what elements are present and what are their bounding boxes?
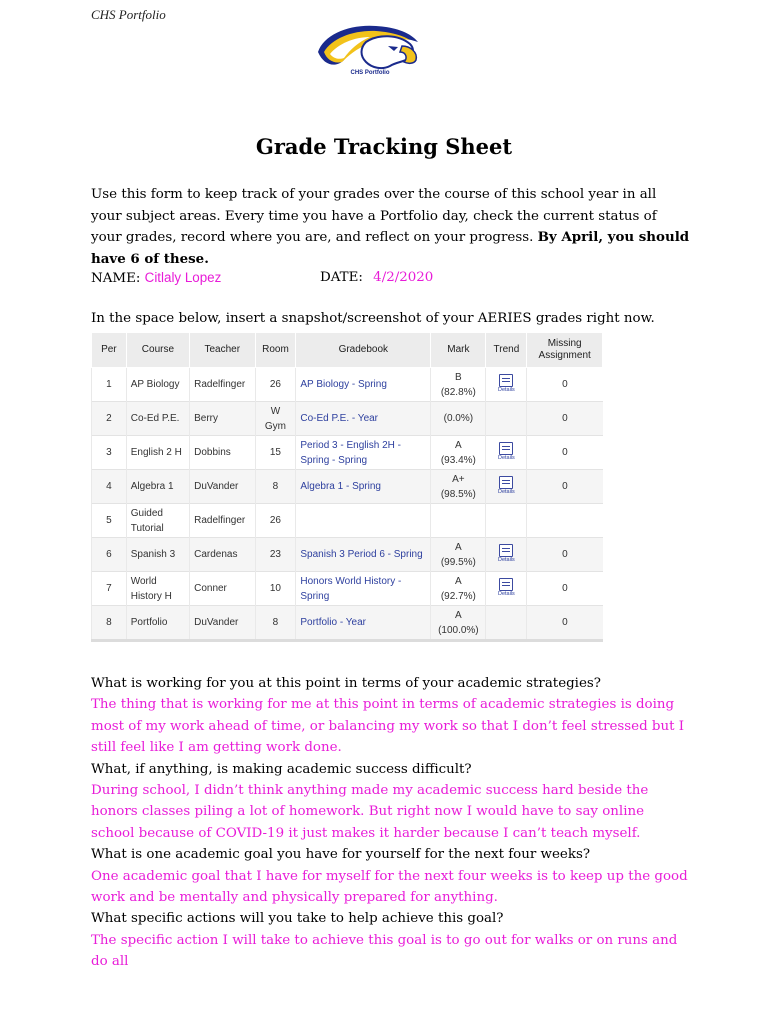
gradebook-link[interactable]: Portfolio - Year [300,617,366,628]
per-cell: 1 [92,368,127,402]
mark-cell [431,402,486,436]
mark-percent: (98.5%) [440,488,476,500]
table-header-cell: Trend [486,333,527,368]
date-row [320,270,433,285]
name-row [91,270,221,286]
mark-cell [431,572,486,606]
header-label: CHS Portfolio [91,7,166,22]
missing-cell: 0 [527,538,603,572]
intro-paragraph [91,184,691,270]
course-cell: English 2 H [126,436,189,470]
teacher-cell: Conner [190,572,255,606]
table-row [92,572,603,606]
trend-details-label: Details [497,590,515,597]
trend-cell [486,504,527,538]
per-cell: 5 [92,504,127,538]
room-cell: 26 [255,504,296,538]
gradebook-cell[interactable] [296,402,431,436]
missing-cell: 0 [527,368,603,402]
teacher-cell: DuVander [190,606,255,641]
reflection-answer: The specific action I will take to achieve this goal is to go out for walks or on runs and do all [91,932,678,970]
room-cell: 8 [255,470,296,504]
table-row [92,504,603,538]
missing-cell: 0 [527,470,603,504]
table-header-cell: Mark [431,333,486,368]
teacher-cell: Berry [190,402,255,436]
reflection-question: What, if anything, is making academic success difficult? [91,761,472,777]
intro-text: Use this form to keep track of your grades over the course of this school year in all your subject areas. Every time you have a Portfolio day, check the current status of your grades, record where you are, and reflect on your progress. [91,187,657,245]
trend-cell [486,436,527,470]
gradebook-cell[interactable] [296,538,431,572]
page-title: Grade Tracking Sheet [255,134,513,159]
trend-cell [486,606,527,641]
mark-letter: A [455,609,462,621]
course-cell: Guided Tutorial [126,504,189,538]
name-value: Citlaly Lopez [144,270,222,285]
details-icon [499,374,513,387]
teacher-cell: Cardenas [190,538,255,572]
room-cell: 23 [255,538,296,572]
table-header-cell: Gradebook [296,333,431,368]
gradebook-link[interactable]: Period 3 - English 2H - Spring - Spring [300,439,401,466]
date-label: DATE: [320,270,363,285]
table-row [92,606,603,641]
missing-cell: 0 [527,572,603,606]
gradebook-cell[interactable] [296,606,431,641]
date-value: 4/2/2020 [373,270,434,285]
table-row [92,538,603,572]
details-icon [499,578,513,591]
gradebook-cell[interactable] [296,504,431,538]
course-cell: Portfolio [126,606,189,641]
gradebook-cell[interactable] [296,572,431,606]
room-cell: 8 [255,606,296,641]
reflection-answer: One academic goal that I have for myself for the next four weeks is to keep up the good work and be mentally and physically prepared for anything. [91,868,688,906]
per-cell: 4 [92,470,127,504]
trend-details-button[interactable] [498,578,515,598]
trend-details-label: Details [497,556,515,563]
per-cell: 6 [92,538,127,572]
teacher-cell: Dobbins [190,436,255,470]
room-cell: 10 [255,572,296,606]
mark-percent: (100.0%) [438,624,479,636]
gradebook-cell[interactable] [296,368,431,402]
snapshot-instruction: In the space below, insert a snapshot/screenshot of your AERIES grades right now. [91,311,655,326]
missing-cell: 0 [527,402,603,436]
table-row [92,402,603,436]
room-cell: W Gym [255,402,296,436]
reflection-answer: The thing that is working for me at this point in terms of academic strategies is doing most of my work ahead of time, or balancing my work so that I don’t feel stressed but I still feel like I am getting work done. [91,697,685,756]
reflection-answer: During school, I didn’t think anything made my academic success hard beside the honors classes piling a lot of homework. But right now I would have to say online school because of COVID-19 it just makes it harder because I can’t teach myself. [91,783,649,841]
mark-letter: A [455,541,462,553]
course-cell: Co-Ed P.E. [126,402,189,436]
teacher-cell: Radelfinger [190,504,255,538]
missing-cell: 0 [527,606,603,641]
gradebook-link[interactable]: Spanish 3 Period 6 - Spring [300,549,423,560]
table-row [92,470,603,504]
teacher-cell: Radelfinger [190,368,255,402]
table-header-cell: Course [126,333,189,368]
mark-cell [431,470,486,504]
trend-details-button[interactable] [498,476,515,496]
gradebook-link[interactable]: Algebra 1 - Spring [300,481,381,492]
table-header-cell: Teacher [190,333,255,368]
course-cell: World History H [126,572,189,606]
trend-details-label: Details [497,488,515,495]
mark-percent: (92.7%) [440,590,476,602]
table-header-cell: Room [255,333,296,368]
table-header-row [92,333,603,368]
logo-caption: CHS Portfolio [350,70,390,76]
reflection-question: What specific actions will you take to help achieve this goal? [91,911,504,927]
grades-table [91,332,603,642]
mark-cell [431,504,486,538]
trend-cell [486,572,527,606]
trend-cell [486,538,527,572]
mark-percent: (99.5%) [440,556,476,568]
per-cell: 3 [92,436,127,470]
trend-cell [486,470,527,504]
gradebook-link[interactable]: Co-Ed P.E. - Year [300,413,379,424]
gradebook-link[interactable]: Honors World History - Spring [300,575,402,602]
gradebook-link[interactable]: AP Biology - Spring [300,379,387,390]
trend-details-button[interactable] [498,374,515,394]
gradebook-cell[interactable] [296,436,431,470]
reflection-questions [91,673,691,973]
missing-cell [527,504,603,538]
table-row [92,368,603,402]
per-cell: 2 [92,402,127,436]
details-icon [499,544,513,557]
trend-details-button[interactable] [498,442,515,462]
reflection-question: What is working for you at this point in terms of your academic strategies? [91,676,601,691]
grades-table-body [92,368,603,641]
per-cell: 7 [92,572,127,606]
mark-percent: (0.0%) [443,413,474,424]
course-cell: Algebra 1 [126,470,189,504]
mark-letter: A [455,575,462,587]
trend-cell [486,368,527,402]
mark-cell [431,368,486,402]
name-label: NAME: [91,271,141,286]
gradebook-cell[interactable] [296,470,431,504]
room-cell: 15 [255,436,296,470]
room-cell: 26 [255,368,296,402]
trend-details-label: Details [497,454,515,461]
mark-percent: (82.8%) [440,386,476,398]
mark-percent: (93.4%) [440,454,476,466]
missing-cell: 0 [527,436,603,470]
table-row [92,436,603,470]
details-icon [499,442,513,455]
course-cell: Spanish 3 [126,538,189,572]
mark-letter: B [455,371,462,383]
details-icon [499,476,513,489]
mark-letter: A [455,439,462,451]
per-cell: 8 [92,606,127,641]
reflection-question: What is one academic goal you have for yourself for the next four weeks? [91,847,590,863]
mark-cell [431,538,486,572]
teacher-cell: DuVander [190,470,255,504]
course-cell: AP Biology [126,368,189,402]
mark-cell [431,436,486,470]
trend-details-label: Details [497,386,515,393]
table-header-cell: Per [92,333,127,368]
mark-letter: A+ [452,473,465,485]
trend-cell [486,402,527,436]
intro-bold-text: By April, you should have 6 of these. [91,229,690,267]
mark-cell [431,606,486,641]
table-header-cell: Missing Assignment [527,333,603,368]
trend-details-button[interactable] [498,544,515,564]
